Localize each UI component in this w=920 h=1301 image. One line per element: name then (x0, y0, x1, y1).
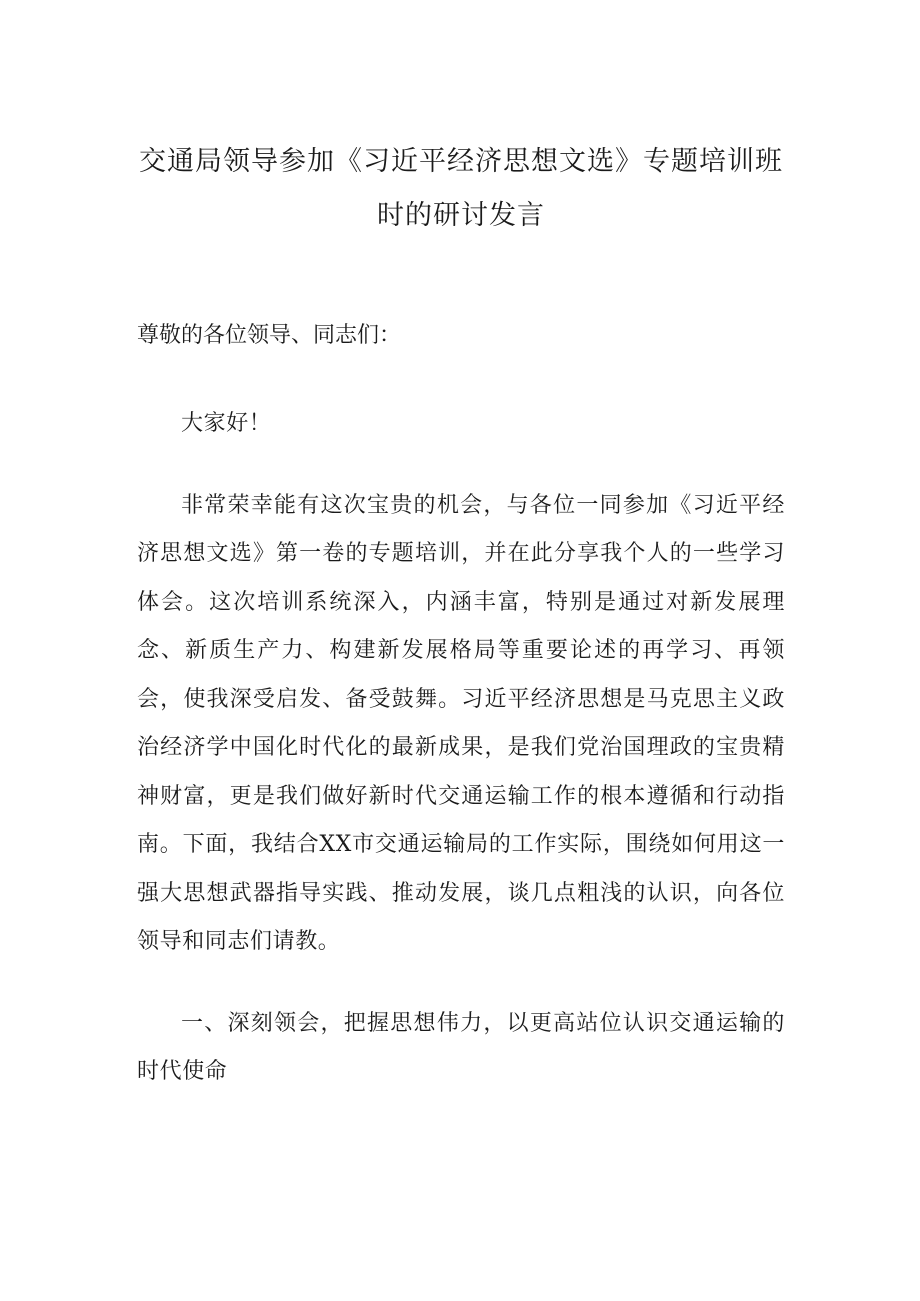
body-paragraph-1: 非常荣幸能有这次宝贵的机会，与各位一同参加《习近平经济思想文选》第一卷的专题培训，并在此分享我个人的一些学习体会。这次培训系统深入，内涵丰富，特别是通过对新发展理念、新质生产力、构建新发展格局等重要论述的再学习、再领会，使我深受启发、备受鼓舞。习近平经济思想是马克思主义政治经济学中国化时代化的最新成果，是我们党治国理政的宝贵精神财富，更是我们做好新时代交通运输工作的根本遵循和行动指南。下面，我结合XX市交通运输局的工作实际，围绕如何用这一强大思想武器指导实践、推动发展，谈几点粗浅的认识，向各位领导和同志们请教。 (137, 492, 785, 954)
document-title (137, 0, 785, 243)
title-line-2: 时的研讨发言 (377, 200, 545, 231)
salutation: 尊敬的各位领导、同志们： (137, 323, 402, 348)
document-page (137, 0, 785, 1097)
greeting: 大家好！ (181, 411, 272, 436)
title-line-1: 交通局领导参加《习近平经济思想文选》专题培训班 (139, 146, 783, 177)
section-heading-1: 一、深刻领会，把握思想伟力，以更高站位认识交通运输的时代使命 (137, 1010, 785, 1084)
